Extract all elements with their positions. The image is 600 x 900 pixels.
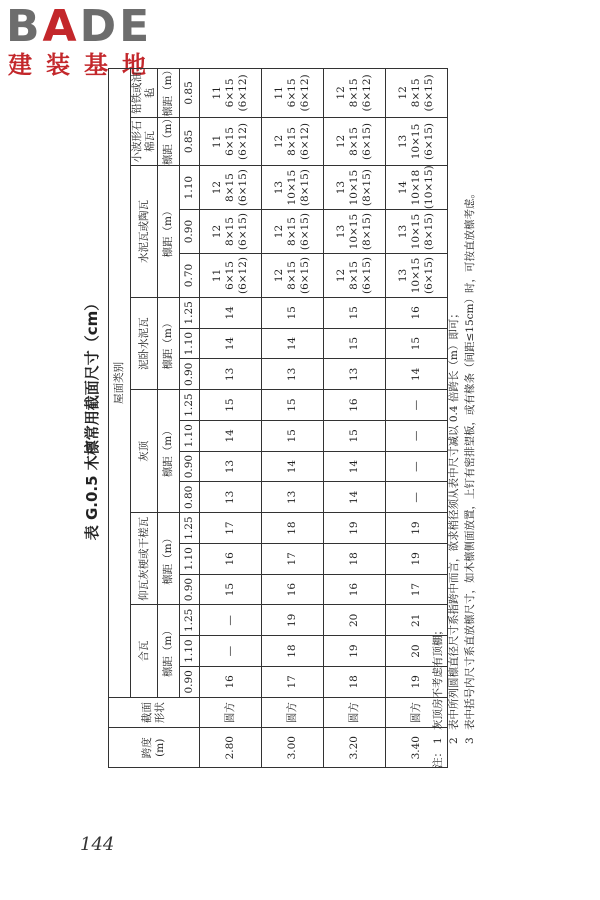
data-cell: 19 [386,543,448,574]
data-cell: 11 6×15 (6×12) [200,254,262,298]
roof-group-header: 铅铁或油毡 [131,69,158,118]
shape-cell: 圆方 [386,697,448,728]
data-cell: 11 6×15 (6×12) [200,69,262,118]
spacing-unit-header: 檩距（m） [158,513,180,605]
data-cell: 15 [324,328,386,359]
spacing-value-header: 1.10 [180,543,200,574]
data-cell: 18 [324,666,386,697]
shape-cell: 圆方 [262,697,324,728]
table-row [262,69,324,768]
span-cell: 3.20 [324,728,386,768]
table-row [200,69,262,768]
data-cell: 13 10×15 (6×15) [386,254,448,298]
data-cell: 13 [262,482,324,513]
data-cell: 15 [324,297,386,328]
spacing-value-header: 1.25 [180,297,200,328]
data-cell: 14 [200,297,262,328]
spacing-unit-header: 檩距（m） [158,69,180,118]
data-cell: 19 [324,636,386,667]
data-cell: 21 [386,605,448,636]
data-cell: 19 [386,666,448,697]
data-cell: 15 [386,328,448,359]
span-cell: 3.40 [386,728,448,768]
span-cell: 3.00 [262,728,324,768]
data-cell: 13 10×15 (8×15) [324,166,386,210]
spacing-unit-header: 檩距（m） [158,297,180,389]
data-cell: 13 [200,451,262,482]
data-cell: 12 8×15 (6×15) [262,254,324,298]
data-cell: 15 [200,390,262,421]
spacing-unit-header: 檩距（m） [158,117,180,165]
data-cell: 15 [262,297,324,328]
span-cell: 2.80 [200,728,262,768]
spacing-unit-header: 檩距（m） [158,166,180,298]
roof-group-header: 合瓦 [131,605,158,697]
data-cell: 19 [386,513,448,544]
data-cell: — [200,636,262,667]
spacing-unit-header: 檩距（m） [158,390,180,513]
spacing-value-header: 0.70 [180,254,200,298]
spacing-value-header: 1.25 [180,605,200,636]
data-cell: 12 8×15 (6×15) [262,210,324,254]
data-cell: 17 [200,513,262,544]
data-cell: 16 [324,390,386,421]
data-cell: 17 [262,543,324,574]
data-cell: — [200,605,262,636]
logo-wordmark: BADE [6,1,153,52]
table-title: 表 G.0.5 木檩常用截面尺寸（cm） [83,295,101,541]
data-cell: 12 8×15 (6×15) [386,69,448,118]
data-cell: 14 10×18 (10×15) [386,166,448,210]
logo-subtitle: 建装基地 [8,51,160,79]
data-cell: — [386,482,448,513]
data-cell: 15 [262,420,324,451]
data-cell: 13 10×15 (8×15) [262,166,324,210]
spacing-value-header: 0.90 [180,359,200,390]
spacing-value-header: 1.10 [180,636,200,667]
spacing-value-header: 0.90 [180,210,200,254]
roof-group-header: 小波形石棉瓦 [131,117,158,165]
data-cell: 16 [200,666,262,697]
spacing-value-header: 0.90 [180,451,200,482]
data-cell: 13 10×15 (6×15) [386,117,448,165]
note-item: 3 表中括号内尺寸系直放檩尺寸，如木檩侧面放置，上钉有密排望板，或有椽条（间距≤15cm）时，可按直放檩考虑。 [464,188,476,744]
roof-group-header: 仰瓦灰梗或干槎瓦 [131,513,158,605]
data-cell: 13 [262,359,324,390]
data-cell: 13 [200,482,262,513]
data-cell: 13 10×15 (8×15) [324,210,386,254]
data-cell: 16 [324,574,386,605]
spacing-value-header: 1.25 [180,390,200,421]
spacing-unit-header: 檩距（m） [158,605,180,697]
data-cell: — [386,451,448,482]
data-cell: 14 [324,482,386,513]
data-cell: 17 [262,666,324,697]
spacing-value-header: 1.10 [180,166,200,210]
data-cell: 14 [200,420,262,451]
data-cell: 17 [386,574,448,605]
page-number: 144 [80,834,115,855]
data-cell: 12 8×15 (6×15) [200,166,262,210]
data-cell: 12 8×15 (6×15) [200,210,262,254]
roof-group-header: 灰顶 [131,390,158,513]
data-cell: — [386,390,448,421]
data-cell: 18 [324,543,386,574]
spacing-value-header: 0.80 [180,482,200,513]
data-cell: 14 [200,328,262,359]
section-shape-header: 截面形状 [109,697,200,728]
data-cell: 19 [324,513,386,544]
spacing-value-header: 1.10 [180,420,200,451]
table-row [324,69,386,768]
data-cell: 19 [262,605,324,636]
table-notes [430,68,478,768]
spacing-value-header: 1.10 [180,328,200,359]
data-cell: 12 8×15 (6×12) [324,69,386,118]
data-cell: 12 8×15 (6×12) [262,117,324,165]
data-cell: 16 [386,297,448,328]
span-header: 跨度(m) [109,728,200,768]
data-cell: 16 [200,543,262,574]
spacing-value-header: 0.85 [180,69,200,118]
data-cell: 12 8×15 (6×15) [324,254,386,298]
data-cell: 20 [324,605,386,636]
roof-category-header: 屋面类别 [109,69,131,698]
data-cell: 15 [200,574,262,605]
section-size-table [108,64,448,768]
data-cell: 18 [262,513,324,544]
data-cell: 13 [200,359,262,390]
note-item: 2 表中所列圆檩直径尺寸系指跨中而言，欲求梢径须从表中尺寸减以 0.4 倍跨长（m）即可； [448,308,460,744]
data-cell: 12 8×15 (6×15) [324,117,386,165]
data-cell: 20 [386,636,448,667]
data-cell: 18 [262,636,324,667]
shape-cell: 圆方 [200,697,262,728]
data-cell: 13 [324,359,386,390]
spacing-value-header: 1.25 [180,513,200,544]
data-cell: 11 6×15 (6×12) [200,117,262,165]
roof-group-header: 泥卧水泥瓦 [131,297,158,389]
rotated-page [78,64,528,768]
data-cell: — [386,420,448,451]
data-cell: 14 [386,359,448,390]
data-cell: 14 [262,451,324,482]
roof-group-header: 水泥瓦或陶瓦 [131,166,158,298]
data-cell: 13 10×15 (8×15) [386,210,448,254]
shape-cell: 圆方 [324,697,386,728]
note-item: 注： 1 灰顶房不考虑有顶棚； [432,625,444,768]
spacing-value-header: 0.85 [180,117,200,165]
data-cell: 14 [324,451,386,482]
data-cell: 15 [324,420,386,451]
data-cell: 15 [262,390,324,421]
data-cell: 14 [262,328,324,359]
data-cell: 11 6×15 (6×12) [262,69,324,118]
data-cell: 16 [262,574,324,605]
spacing-value-header: 0.90 [180,574,200,605]
spacing-value-header: 0.90 [180,666,200,697]
